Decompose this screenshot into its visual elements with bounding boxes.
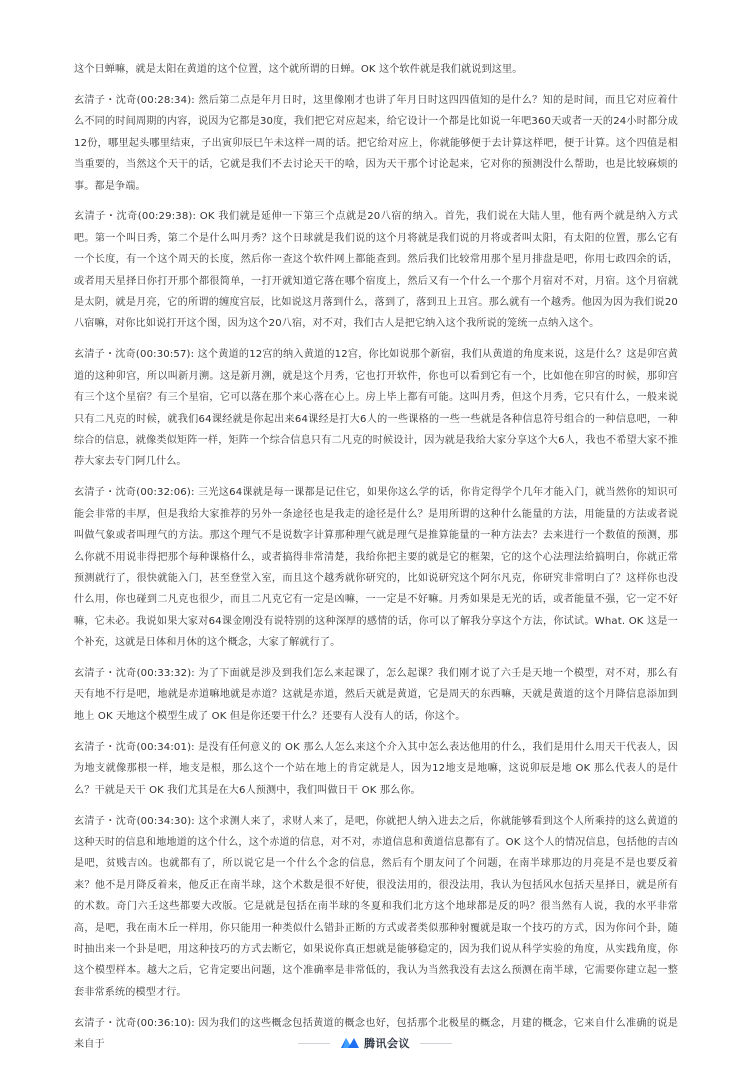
transcript-paragraph: 玄清子・沈奇(00:34:01): 是没有任何意义的 OK 那么人怎么来这个介入其中怎么表达他用的什么，我们是用什么用天干代表人，因为地支就像那根一样，地支是根，那么这个一个站在地上的肯定就是人，因为12地支是地嘛，这说卯辰是地 OK 那么代表人的是什么？干就是天干 OK 我们尤其是在大6人预测中，我们叫做日干 OK 那么你。 [74,741,678,796]
transcript-paragraph: 玄清子・沈奇(00:34:30): 这个求测人来了，求财人来了，是吧，你就把人纳入进去之后，你就能够看到这个人所乘持的这么黄道的这种天时的信息和地地道的这个什么，这个赤道的信息，对不对，赤道信息和黄道信息都有了。OK 这个人的情况信息，包括他的吉凶是吧，贫贱吉凶。也就都有了，所以说它是一个什么个念的信息，然后有个朋友问了个问题，在南半球那边的月亮是不是也要反着来？他不是月降反着来，他反正在南半球，这个术数是很不好使，很没法用的，很没法用，我认为包括风水包括天星择日，就是所有的术数。奇门六壬这些都要大改版。它是就是包括在南半球的冬夏和我们北方这个地球都是反的吗？很当然有人说，我的水平非常高，是吧，我在南木丘一样用，你只能用一种类似什么错卦正断的方式或者类似那种射覆就是取一个技巧的方式，因为你问个卦，随时抽出来一个卦是吧，用这种技巧的方式去断它，如果说你真正想就是能够稳定的，因为我们说从科学实验的角度，从实践角度，你这个模型样本。越大之后，它肯定要出问题，这个准确率是非常低的，我认为当然我没有去这么预测在南半球，它需要你建立起一整套非常系统的模型才行。 [74,815,678,998]
footer-brand-name: 腾讯会议 [364,1037,410,1050]
transcript-paragraph: 玄清子・沈奇(00:33:32): 为了下面就是涉及到我们怎么来起课了，怎么起课？我们刚才说了六壬是天地一个模型，对不对，那么有天有地不行是吧，地就是赤道嘛地就是赤道？这就是赤道，然后天就是黄道，它是周天的东西嘛，天就是黄道的这个月降信息添加到地上 OK 天地这个模型生成了 OK 但是你还要干什么？还要有人没有人的话，你这个。 [74,668,678,722]
transcript-paragraph: 玄清子・沈奇(00:29:38): OK 我们就是延伸一下第三个点就是20八宿的纳入。首先，我们说在大陆人里，他有两个就是纳入方式吧。第一个叫日秀，第二个是什么叫月秀？这个日球就是我们说的这个月将就是我们说的月将或者叫太阳，有太阳的位置，那么它有一个长度，有一个这个周天的长度，然后你一查这个软件网上都能查到。然后我们比较常用那个星月排盘是吧，你用七政四余的话，或者用天星择日你打开那个都很简单，一打开就知道它落在哪个宿度上，然后又有一个什么一个那个月宿对不对，月宿。这个月宿就是太阴，就是月亮，它的所谓的缠度宫辰，比如说这月落到什么，落到了，落到丑上丑宫。那么就有一个越秀。他因为因为我们说20八宿嘛，对你比如说打开这个图，因为这个20八宿，对不对，我们古人是把它纳入这个我所说的笼统一点纳入这个。 [74,211,678,330]
footer-divider-right [420,1043,452,1044]
transcript-paragraph: 玄清子・沈奇(00:30:57): 这个黄道的12宫的纳入黄道的12宫，你比如说那个新宿，我们从黄道的角度来说，这是什么？这是卯宫黄道的这种卯宫，所以叫新月溯。这是新月溯，就是这个月秀，它也打开软件，你也可以看到它有一个，比如他在卯宫的时候，那卯宫有三个这个星宿？有三个星宿，它可以落在那个来心落在心上。房上毕上都有可能。这叫月秀，但这个月秀，它只有什么，一般来说只有二凡克的时候，就我们64课经就是你起出来64课经是打大6人的一些课格的一些一些就是各种信息符号组合的一种信息吧，一种综合的信息，就像类似矩阵一样，矩阵一个综合信息只有二凡克的时候设计，因为就是我给大家分享这个大6人，我也不希望大家不推荐大家去专门阿几什么。 [74,349,678,468]
page-footer [0,1033,750,1053]
transcript-paragraph: 玄清子・沈奇(00:36:10): 因为我们的这些概念包括黄道的概念也好，包括那个北极星的概念，月建的概念，它来自什么准确的说是来自于 [74,1017,678,1051]
transcript-body [74,59,678,1065]
transcript-paragraph: 玄清子・沈奇(00:28:34): 然后第二点是年月日时，这里像刚才也讲了年月日时这四四值知的是什么？知的是时间，而且它对应着什么不同的时间周期的内容，说因为它都是30度，我们把它对应起来，给它设计一个都是比如说一年吧360天或者一天的24小时都分成12份，哪里起头哪里结束，子出寅卯辰巳午未这样一周的话。把它给对应上，你就能够便于去计算这样吧，便于计算。这个四值是相当重要的，当然这个天干的话，它就是我们不去讨论天干的啥，因为天干那个讨论起来，它对你的预测没什么帮助，也是比较麻烦的事。都是争端。 [74,94,678,192]
tencent-meeting-logo-icon [340,1037,360,1049]
footer-brand [340,1035,410,1051]
transcript-paragraph: 这个日蝉嘛，就是太阳在黄道的这个位置，这个就所谓的日蝉。OK 这个软件就是我们就说到这里。 [74,64,523,75]
transcript-paragraph: 玄清子・沈奇(00:32:06): 三光这64课就是每一课都是记住它，如果你这么学的话，你肯定得学个几年才能入门，就当然你的知识可能会非常的丰厚，但是我给大家推荐的另外一条途径也是我走的途径是什么？是用所谓的这种什么能量的方法，用能量的方法或者说叫做气象或者叫理气的方法。那这个理气不是说数字计算那种理气就是理气是推算能量的一种方法去？去来进行一个数值的预测，那么你就不用说非得把那个每种课格什么，或者搞得非常清楚，我给你把主要的就是它的框架，它的这个心法理法给搞明白，你就正常预测就行了，很快就能入门，甚至登堂入室，而且这个越秀就你研究的，比如说研究这个阿尔凡克，你研究非常明白了？这样你也没什么用，你也碰到二凡克也很少，而且二凡克它有一定是凶嘛，一一定是不好嘛。月秀如果是无光的话，或者能量不强，它一定不好嘛，它未必。我说如果大家对64课金刚没有说特别的这种深厚的感情的话，你可以了解我分享这个方法，你试试。What. OK 这是一个补充，这就是日体和月休的这个概念，大家了解就行了。 [74,487,678,649]
footer-divider-left [298,1043,330,1044]
